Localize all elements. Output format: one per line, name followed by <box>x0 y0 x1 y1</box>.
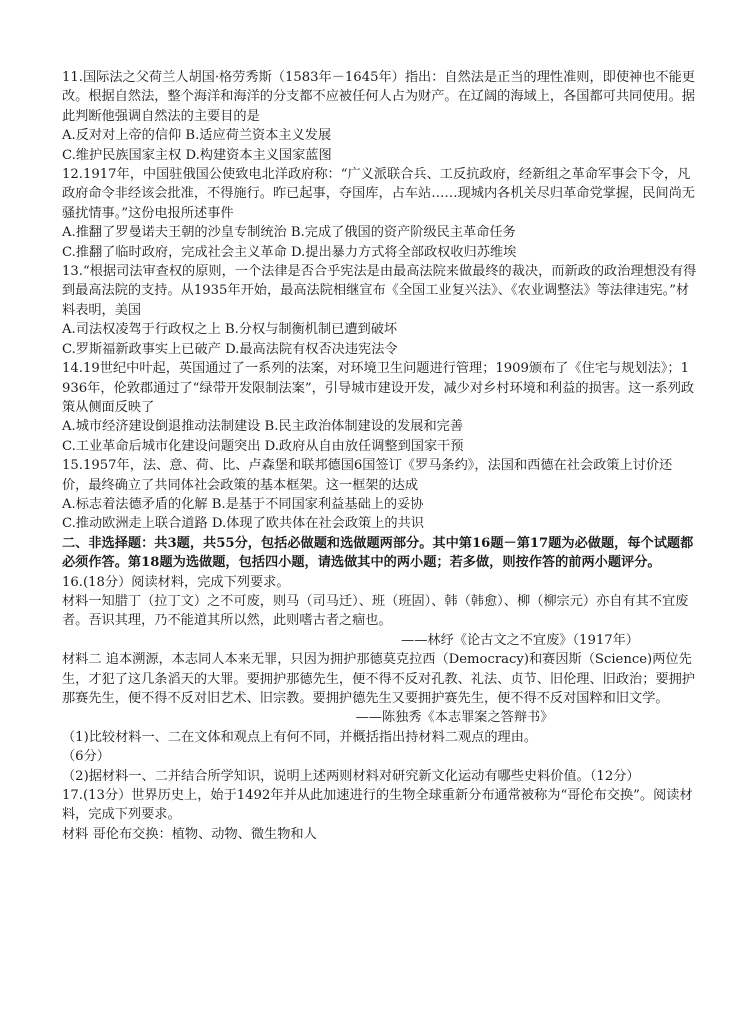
q16-material-one-source: ——林纾《论古文之不宜废》（1917年） <box>401 632 639 648</box>
q17-material: 材料 哥伦布交换：植物、动物、微生物和人 <box>62 826 317 842</box>
q16-part-2: （2)据材料一、二并结合所学知识，说明上述两则材料对研究新文化运动有哪些史料价值。（12分） <box>62 768 640 784</box>
q15-options-ab: A.标志着法德矛盾的化解 B.是基于不同国家利益基础上的妥协 <box>62 496 424 512</box>
q12-options-cd: C.推翻了临时政府，完成社会主义革命 D.提出暴力方式将全部政权收归苏维埃 <box>62 244 517 260</box>
q13-stem: 13.“根据司法审查权的原则，一个法律是否合乎宪法是由最高法院来做最终的裁决，而新政的政治理想没有得到最高法院的支持。从1935年开始，最高法院相继宣布《全国工业复兴法》、《农业调整法》等法律违宪。”材料表明，美国 <box>62 264 697 318</box>
q17-stem: 17.(13分）世界历史上，始于1492年并从此加速进行的生物全球重新分布通常被称为“哥伦布交换”。阅读材料，完成下列要求。 <box>62 788 693 823</box>
q11-options-ab: A.反对对上帝的信仰 B.适应荷兰资本主义发展 <box>62 128 332 144</box>
q14-stem: 14.19世纪中叶起，英国通过了一系列的法案，对环境卫生问题进行管理；1909颁布了《住宅与规划法》；1936年，伦敦郡通过了“绿带开发限制法案”，引导城市建设开发，减少对乡村环境和利益的损害。这一系列政策从侧面反映了 <box>62 361 695 415</box>
q16-part-1-score: （6分） <box>62 749 110 765</box>
q16-stem: 16.(18分）阅读材料，完成下列要求。 <box>62 574 290 590</box>
q12-stem: 12.1917年，中国驻俄国公使致电北洋政府称：“广义派联合兵、工反抗政府，经新组之革命军事会下令，凡政府命令非经该会批准，不得施行。昨已起事，夺国库，占车站……现城内各机关尽归革命党掌握，民间尚无骚扰情事。”这份电报所述事件 <box>62 167 695 221</box>
q15-stem: 15.1957年，法、意、荷、比、卢森堡和联邦德国6国签订《罗马条约》，法国和西德在社会政策上讨价还价，最终确立了共同体社会政策的基本框架。这一框架的达成 <box>62 458 673 493</box>
q13-options-ab: A.司法权凌驾于行政权之上 B.分权与制衡机制已遭到破坏 <box>62 322 398 338</box>
section-two-heading: 二、非选择题：共3题，共55分，包括必做题和选做题两部分。其中第16题－第17题为必做题，每个试题都必须作答。第18题为选做题，包括四小题，请选做其中的两小题；若多做，则按作答的前两小题评分。 <box>62 535 694 571</box>
q15-options-cd: C.推动欧洲走上联合道路 D.体现了欧共体在社会政策上的共识 <box>62 516 424 532</box>
q12-options-ab: A.推翻了罗曼诺夫王朝的沙皇专制统治 B.完成了俄国的资产阶级民主革命任务 <box>62 225 516 241</box>
q14-options-cd: C.工业革命后城市化建设问题突出 D.政府从自由放任调整到国家干预 <box>62 438 464 454</box>
q11-options-cd: C.维护民族国家主权 D.构建资本主义国家蓝图 <box>62 147 332 163</box>
q14-options-ab: A.城市经济建设倒退推动法制建设 B.民主政治体制建设的发展和完善 <box>62 419 464 435</box>
q11-stem: 11.国际法之父荷兰人胡国·格劳秀斯（1583年－1645年）指出：自然法是正当的理性准则，即使神也不能更改。根据自然法，整个海洋和海洋的分支都不应被任何人占为财产。在辽阔的海域上，各国都可共同使用。据此判断他强调自然法的主要目的是 <box>62 70 695 124</box>
q13-options-cd: C.罗斯福新政事实上已破产 D.最高法院有权否决违宪法令 <box>62 341 398 357</box>
q16-part-1: （1)比较材料一、二在文体和观点上有何不同，并概括指出持材料二观点的理由。 <box>62 729 538 745</box>
q16-material-two: 材料二 追本溯源，本志同人本来无罪，只因为拥护那德莫克拉西（Democracy)和赛因斯（Science)两位先生，才犯了这几条滔天的大罪。要拥护那德先生，便不得不反对孔教、礼法、贞节、旧伦理、旧政治；要拥护那赛先生，便不得不反对旧艺术、旧宗教。要拥护德先生又要拥护赛先生，便不得不反对国粹和旧文学。 <box>62 652 695 706</box>
q16-material-two-source: ——陈独秀《本志罪案之答辩书》 <box>355 710 554 726</box>
q16-material-one: 材料一知腊丁（拉丁文）之不可废，则马（司马迁）、班（班固）、韩（韩愈）、柳（柳宗元）亦自有其不宜废者。吾识其理，乃不能道其所以然，此则嗜古者之痼也。 <box>62 593 689 629</box>
